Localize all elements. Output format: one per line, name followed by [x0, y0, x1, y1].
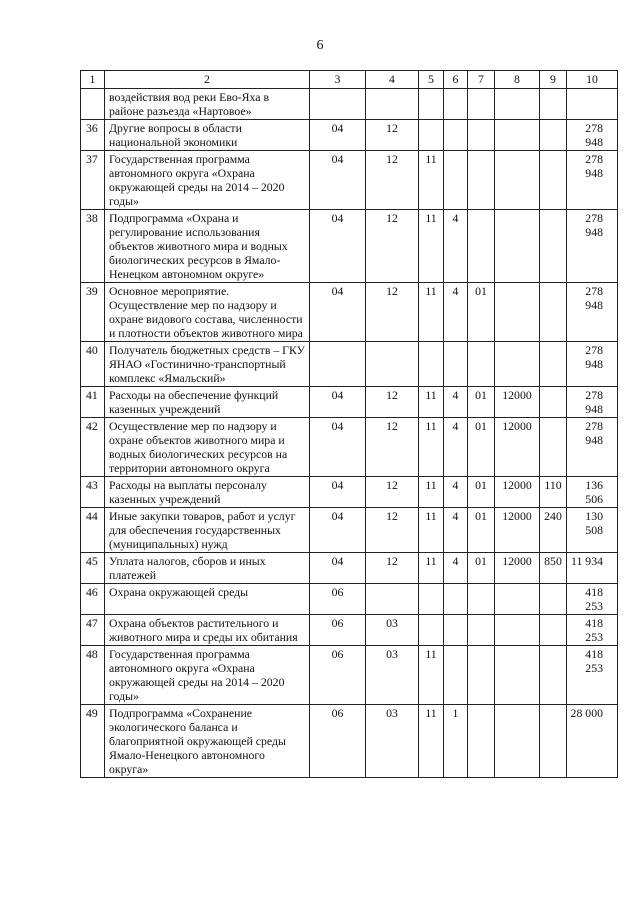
- table-row: [81, 418, 618, 477]
- program-code-cell: [419, 615, 444, 646]
- expense-name-cell: Государственная программа автономного округа «Охрана окружающей среды на 2014 – 2020 годы»: [105, 646, 310, 705]
- expense-name-cell: Осуществление мер по надзору и охране объектов животного мира и водных биологических ресурсов на территории автономного округа: [105, 418, 310, 477]
- subprogram-code-cell: [444, 584, 468, 615]
- direction-code-cell: [495, 283, 540, 342]
- expense-type-code-cell: [540, 283, 567, 342]
- expense-type-code-cell: [540, 89, 567, 120]
- row-number-cell: 46: [81, 584, 105, 615]
- column-header-8: 8: [495, 71, 540, 89]
- subsection-code-cell: 12: [366, 151, 419, 210]
- activity-code-cell: [468, 615, 495, 646]
- direction-code-cell: 12000: [495, 477, 540, 508]
- subprogram-code-cell: 4: [444, 477, 468, 508]
- expense-name-cell: Другие вопросы в области национальной экономики: [105, 120, 310, 151]
- column-header-6: 6: [444, 71, 468, 89]
- table-row: [81, 553, 618, 584]
- row-number-cell: 48: [81, 646, 105, 705]
- amount-cell: 278 948: [567, 342, 618, 387]
- row-number-cell: 40: [81, 342, 105, 387]
- subsection-code-cell: 12: [366, 553, 419, 584]
- expense-type-code-cell: [540, 342, 567, 387]
- subsection-code-cell: 12: [366, 210, 419, 283]
- expense-type-code-cell: [540, 120, 567, 151]
- subprogram-code-cell: 1: [444, 705, 468, 778]
- column-header-1: 1: [81, 71, 105, 89]
- direction-code-cell: [495, 615, 540, 646]
- amount-cell: 278 948: [567, 210, 618, 283]
- subsection-code-cell: 12: [366, 283, 419, 342]
- section-code-cell: 04: [310, 387, 366, 418]
- table-row: [81, 342, 618, 387]
- program-code-cell: 11: [419, 418, 444, 477]
- activity-code-cell: [468, 584, 495, 615]
- activity-code-cell: 01: [468, 553, 495, 584]
- row-number-cell: 39: [81, 283, 105, 342]
- table-header-row: [81, 71, 618, 89]
- table-row: [81, 210, 618, 283]
- expense-type-code-cell: [540, 646, 567, 705]
- direction-code-cell: 12000: [495, 508, 540, 553]
- subsection-code-cell: [366, 342, 419, 387]
- section-code-cell: 04: [310, 477, 366, 508]
- row-number-cell: 37: [81, 151, 105, 210]
- section-code-cell: 04: [310, 418, 366, 477]
- subsection-code-cell: 12: [366, 508, 419, 553]
- subprogram-code-cell: 4: [444, 283, 468, 342]
- expense-name-cell: Получатель бюджетных средств – ГКУ ЯНАО «Гостинично-транспортный комплекс «Ямальский»: [105, 342, 310, 387]
- direction-code-cell: 12000: [495, 418, 540, 477]
- subprogram-code-cell: 4: [444, 387, 468, 418]
- table-row: [81, 646, 618, 705]
- section-code-cell: [310, 342, 366, 387]
- expense-name-cell: Расходы на выплаты персоналу казенных учреждений: [105, 477, 310, 508]
- amount-cell: 130 508: [567, 508, 618, 553]
- row-number-cell: 45: [81, 553, 105, 584]
- activity-code-cell: 01: [468, 387, 495, 418]
- expense-name-cell: Государственная программа автономного округа «Охрана окружающей среды на 2014 – 2020 годы»: [105, 151, 310, 210]
- program-code-cell: [419, 89, 444, 120]
- subsection-code-cell: [366, 89, 419, 120]
- direction-code-cell: [495, 151, 540, 210]
- direction-code-cell: [495, 646, 540, 705]
- direction-code-cell: [495, 705, 540, 778]
- amount-cell: 28 000: [567, 705, 618, 778]
- expense-name-cell: Расходы на обеспечение функций казенных учреждений: [105, 387, 310, 418]
- expense-name-cell: Основное мероприятие. Осуществление мер по надзору и охране видового состава, численности и плотности объектов животного мира: [105, 283, 310, 342]
- direction-code-cell: 12000: [495, 553, 540, 584]
- program-code-cell: 11: [419, 705, 444, 778]
- expense-name-cell: Подпрограмма «Охрана и регулирование использования объектов животного мира и водных биологических ресурсов в Ямало-Ненецком автономном округе»: [105, 210, 310, 283]
- program-code-cell: 11: [419, 387, 444, 418]
- amount-cell: 278 948: [567, 151, 618, 210]
- row-number-cell: 44: [81, 508, 105, 553]
- subprogram-code-cell: [444, 120, 468, 151]
- table-row: [81, 387, 618, 418]
- subprogram-code-cell: 4: [444, 210, 468, 283]
- table-row: [81, 705, 618, 778]
- column-header-2: 2: [105, 71, 310, 89]
- subsection-code-cell: 12: [366, 387, 419, 418]
- activity-code-cell: [468, 210, 495, 283]
- activity-code-cell: [468, 342, 495, 387]
- section-code-cell: 04: [310, 210, 366, 283]
- section-code-cell: 06: [310, 705, 366, 778]
- amount-cell: [567, 89, 618, 120]
- row-number-cell: 43: [81, 477, 105, 508]
- subprogram-code-cell: [444, 646, 468, 705]
- expense-type-code-cell: [540, 387, 567, 418]
- subsection-code-cell: 03: [366, 705, 419, 778]
- table-row: [81, 477, 618, 508]
- activity-code-cell: 01: [468, 283, 495, 342]
- subprogram-code-cell: [444, 151, 468, 210]
- subsection-code-cell: [366, 584, 419, 615]
- activity-code-cell: [468, 120, 495, 151]
- expense-name-cell: воздействия вод реки Ево-Яха в районе разъезда «Нартовое»: [105, 89, 310, 120]
- section-code-cell: 06: [310, 584, 366, 615]
- program-code-cell: 11: [419, 553, 444, 584]
- expense-name-cell: Уплата налогов, сборов и иных платежей: [105, 553, 310, 584]
- section-code-cell: 04: [310, 283, 366, 342]
- program-code-cell: 11: [419, 151, 444, 210]
- table-row: [81, 89, 618, 120]
- direction-code-cell: [495, 584, 540, 615]
- expense-name-cell: Охрана окружающей среды: [105, 584, 310, 615]
- amount-cell: 418 253: [567, 615, 618, 646]
- amount-cell: 11 934: [567, 553, 618, 584]
- expense-type-code-cell: [540, 210, 567, 283]
- budget-table: [80, 70, 618, 778]
- program-code-cell: [419, 584, 444, 615]
- program-code-cell: 11: [419, 508, 444, 553]
- expense-type-code-cell: 110: [540, 477, 567, 508]
- section-code-cell: 04: [310, 120, 366, 151]
- subsection-code-cell: 03: [366, 646, 419, 705]
- section-code-cell: [310, 89, 366, 120]
- expense-type-code-cell: [540, 584, 567, 615]
- table-row: [81, 151, 618, 210]
- expense-type-code-cell: [540, 705, 567, 778]
- row-number-cell: 41: [81, 387, 105, 418]
- activity-code-cell: 01: [468, 477, 495, 508]
- expense-name-cell: Подпрограмма «Сохранение экологического баланса и благоприятной окружающей среды Ямало-Ненецкого автономного округа»: [105, 705, 310, 778]
- subsection-code-cell: 12: [366, 120, 419, 151]
- direction-code-cell: [495, 210, 540, 283]
- activity-code-cell: 01: [468, 508, 495, 553]
- row-number-cell: [81, 89, 105, 120]
- amount-cell: 278 948: [567, 418, 618, 477]
- column-header-9: 9: [540, 71, 567, 89]
- activity-code-cell: 01: [468, 418, 495, 477]
- direction-code-cell: [495, 120, 540, 151]
- expense-type-code-cell: [540, 418, 567, 477]
- row-number-cell: 42: [81, 418, 105, 477]
- section-code-cell: 06: [310, 615, 366, 646]
- subsection-code-cell: 12: [366, 477, 419, 508]
- table-row: [81, 120, 618, 151]
- subprogram-code-cell: [444, 342, 468, 387]
- page-number: 6: [316, 38, 324, 53]
- row-number-cell: 49: [81, 705, 105, 778]
- row-number-cell: 38: [81, 210, 105, 283]
- table-row: [81, 283, 618, 342]
- program-code-cell: [419, 120, 444, 151]
- section-code-cell: 04: [310, 508, 366, 553]
- subprogram-code-cell: [444, 615, 468, 646]
- subprogram-code-cell: 4: [444, 508, 468, 553]
- program-code-cell: 11: [419, 477, 444, 508]
- direction-code-cell: [495, 89, 540, 120]
- program-code-cell: [419, 342, 444, 387]
- expense-type-code-cell: 240: [540, 508, 567, 553]
- table-row: [81, 508, 618, 553]
- subsection-code-cell: 03: [366, 615, 419, 646]
- activity-code-cell: [468, 151, 495, 210]
- amount-cell: 278 948: [567, 283, 618, 342]
- subprogram-code-cell: [444, 89, 468, 120]
- amount-cell: 278 948: [567, 120, 618, 151]
- table-row: [81, 584, 618, 615]
- activity-code-cell: [468, 705, 495, 778]
- program-code-cell: 11: [419, 210, 444, 283]
- column-header-3: 3: [310, 71, 366, 89]
- section-code-cell: 04: [310, 553, 366, 584]
- column-header-7: 7: [468, 71, 495, 89]
- table-body: [81, 89, 618, 778]
- subprogram-code-cell: 4: [444, 418, 468, 477]
- column-header-4: 4: [366, 71, 419, 89]
- amount-cell: 136 506: [567, 477, 618, 508]
- row-number-cell: 47: [81, 615, 105, 646]
- expense-type-code-cell: 850: [540, 553, 567, 584]
- program-code-cell: 11: [419, 283, 444, 342]
- activity-code-cell: [468, 89, 495, 120]
- amount-cell: 418 253: [567, 584, 618, 615]
- expense-type-code-cell: [540, 151, 567, 210]
- amount-cell: 278 948: [567, 387, 618, 418]
- amount-cell: 418 253: [567, 646, 618, 705]
- expense-name-cell: Охрана объектов растительного и животного мира и среды их обитания: [105, 615, 310, 646]
- section-code-cell: 04: [310, 151, 366, 210]
- expense-type-code-cell: [540, 615, 567, 646]
- column-header-10: 10: [567, 71, 618, 89]
- section-code-cell: 06: [310, 646, 366, 705]
- subsection-code-cell: 12: [366, 418, 419, 477]
- table-row: [81, 615, 618, 646]
- expense-name-cell: Иные закупки товаров, работ и услуг для обеспечения государственных (муниципальных) нужд: [105, 508, 310, 553]
- row-number-cell: 36: [81, 120, 105, 151]
- direction-code-cell: 12000: [495, 387, 540, 418]
- column-header-5: 5: [419, 71, 444, 89]
- program-code-cell: 11: [419, 646, 444, 705]
- direction-code-cell: [495, 342, 540, 387]
- subprogram-code-cell: 4: [444, 553, 468, 584]
- activity-code-cell: [468, 646, 495, 705]
